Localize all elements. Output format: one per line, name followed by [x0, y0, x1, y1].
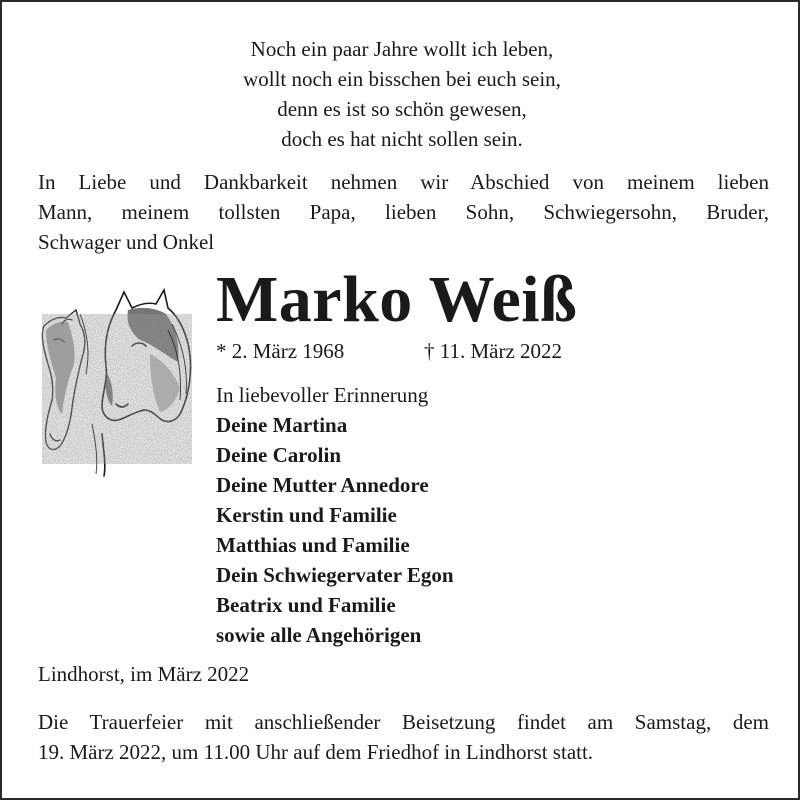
mourner-item: sowie alle Angehörigen: [216, 623, 422, 647]
deceased-name: Marko Weiß: [216, 263, 578, 336]
mourner-item: Deine Carolin: [216, 443, 342, 467]
death-date: † 11. März 2022: [424, 339, 563, 363]
mourner-item: Dein Schwiegervater Egon: [216, 563, 454, 587]
place-date: Lindhorst, im März 2022: [38, 662, 250, 686]
mourner-item: Beatrix und Familie: [216, 593, 396, 617]
poem-line: doch es hat nicht sollen sein.: [281, 127, 523, 151]
poem-line: Noch ein paar Jahre wollt ich leben,: [250, 37, 554, 61]
poem: [2, 34, 800, 154]
mourner-item: Kerstin und Familie: [216, 503, 397, 527]
poem-line: denn es ist so schön gewesen,: [277, 97, 527, 121]
funeral-notice: [38, 707, 769, 767]
horses-drawing-icon: [32, 284, 197, 479]
funeral-line: 19. März 2022, um 11.00 Uhr auf dem Friedhof in Lindhorst statt.: [38, 740, 594, 764]
farewell-line: Schwager und Onkel: [38, 230, 215, 254]
farewell-line: Mann, meinem tollsten Papa, lieben Sohn, Schwiegersohn, Bruder,: [38, 200, 769, 224]
funeral-line: Die Trauerfeier mit anschließender Beisetzung findet am Samstag, dem: [38, 710, 769, 734]
birth-date: * 2. März 1968: [216, 339, 345, 363]
poem-line: wollt noch ein bisschen bei euch sein,: [243, 67, 561, 91]
remembrance-line: In liebevoller Erinnerung: [216, 383, 429, 407]
mourner-item: Matthias und Familie: [216, 533, 410, 557]
mourner-item: Deine Mutter Annedore: [216, 473, 429, 497]
mourner-item: Deine Martina: [216, 413, 348, 437]
farewell-line: In Liebe und Dankbarkeit nehmen wir Abschied von meinem lieben: [38, 170, 769, 194]
farewell-text: [38, 167, 769, 257]
mourners-list: [216, 410, 454, 650]
life-dates: [216, 336, 563, 366]
